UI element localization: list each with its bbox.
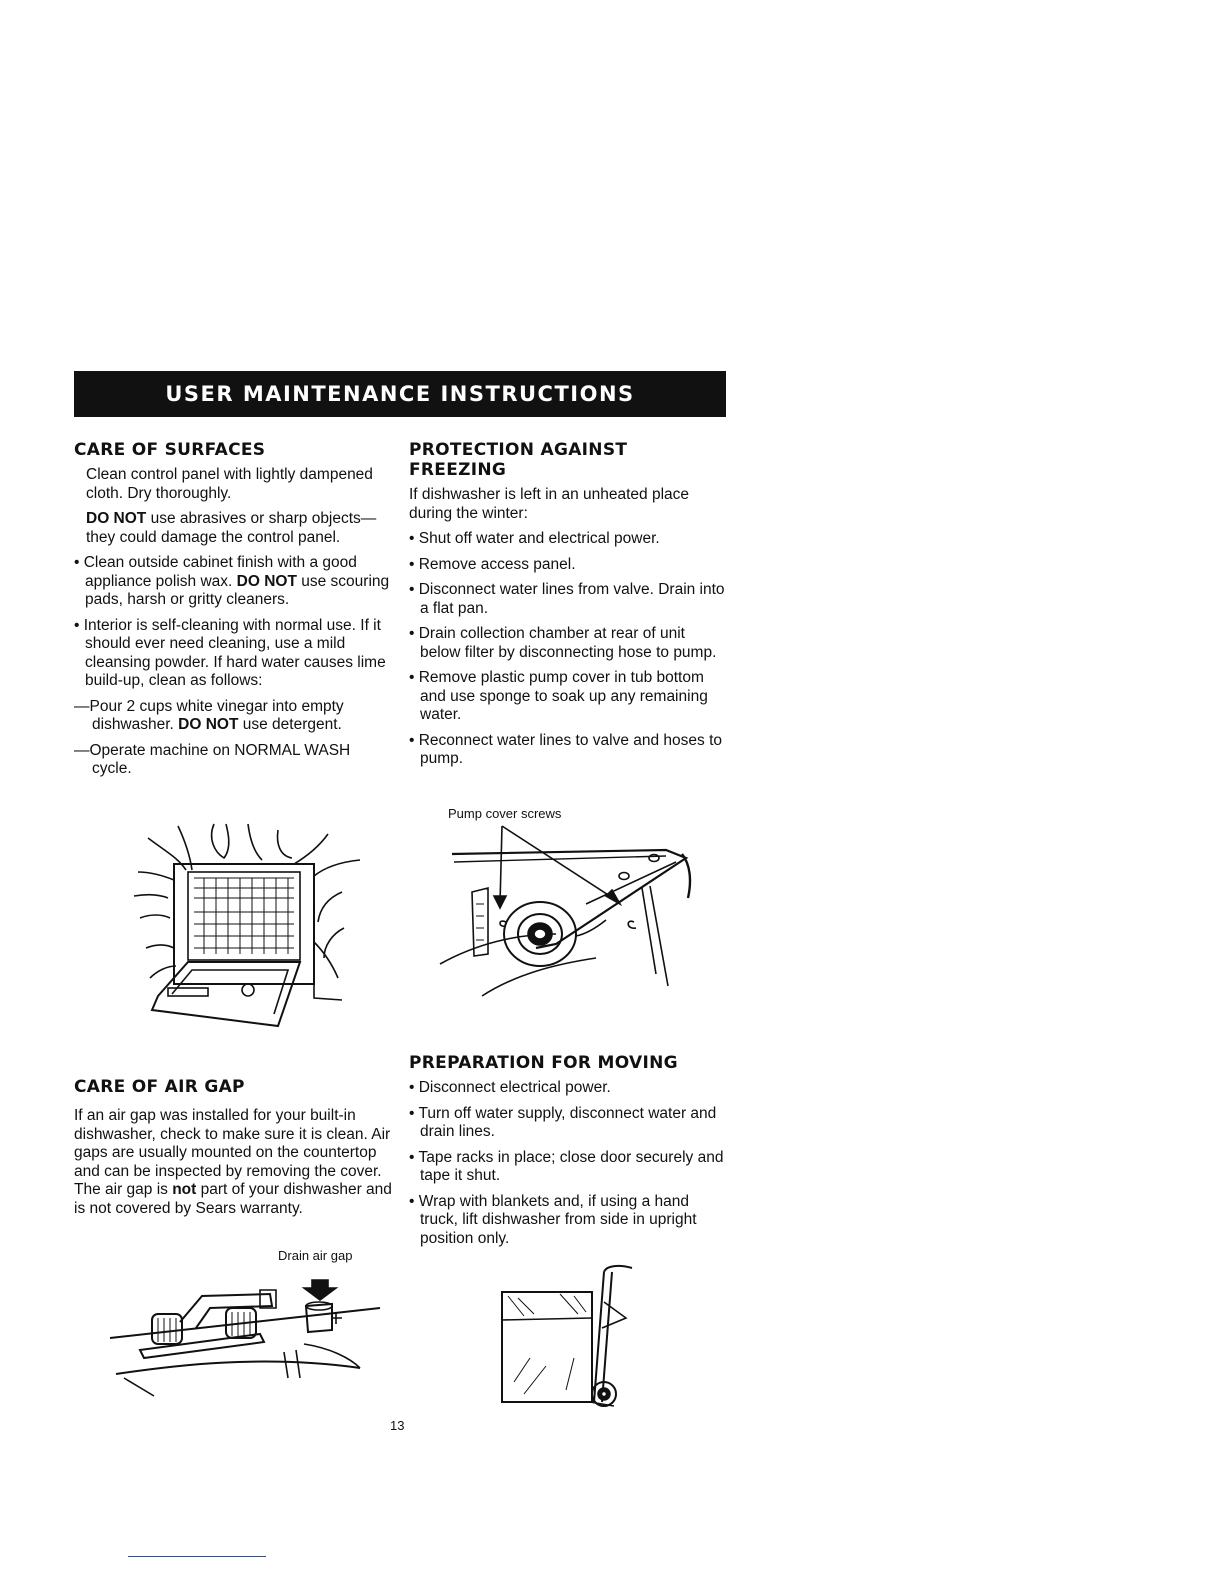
freezing-bullet-6: • Reconnect water lines to valve and hoses to pump.: [409, 731, 723, 767]
bullet-1-emphasis: DO NOT: [236, 572, 297, 590]
do-not-emphasis: DO NOT: [86, 510, 147, 527]
drain-air-gap-caption: Drain air gap: [278, 1248, 353, 1263]
care-surfaces-bullet-1: • Clean outside cabinet finish with a good appliance polish wax. DO NOT use scouring pads, harsh or gritty cleaners.: [74, 554, 390, 608]
care-of-surfaces-section: [74, 440, 394, 786]
section-banner: [74, 371, 726, 417]
freezing-heading: PROTECTION AGAINST FREEZING: [409, 440, 628, 480]
air-gap-text-a: If an air gap was installed for your built-in dishwasher, check to make sure it is clean. Air gaps are usually mounted on the countertop and can be inspected by removing the cover. The air gap is: [74, 1107, 391, 1198]
freezing-bullet-5-text: Remove plastic pump cover in tub bottom and use sponge to soak up any remaining water.: [418, 669, 708, 723]
moving-bullet-2: • Turn off water supply, disconnect water and drain lines.: [409, 1104, 717, 1140]
freezing-bullet-3: • Disconnect water lines from valve. Drain into a flat pan.: [409, 581, 725, 617]
care-surfaces-paragraph-1: Clean control panel with lightly dampened cloth. Dry thoroughly.: [86, 466, 373, 502]
air-gap-emphasis: not: [172, 1181, 197, 1198]
air-gap-paragraph: [74, 1107, 396, 1218]
moving-bullet-3: • Tape racks in place; close door securely and tape it shut.: [409, 1148, 724, 1184]
dash-1-text-b: use detergent.: [238, 716, 342, 733]
bullet-2-text: Interior is self-cleaning with normal use. If it should ever need cleaning, use a mild cleansing powder. If hard water causes lime build-up, clean as follows:: [83, 616, 386, 689]
freezing-bullet-4: • Drain collection chamber at rear of unit below filter by disconnecting hose to pump.: [409, 625, 717, 661]
freezing-bullet-6-text: Reconnect water lines to valve and hoses to pump.: [418, 731, 723, 767]
freezing-bullet-4-text: Drain collection chamber at rear of unit below filter by disconnecting hose to pump.: [418, 625, 717, 661]
dishwasher-illustration: [128, 818, 368, 1028]
moving-bullet-3-text: Tape racks in place; close door securely and tape it shut.: [418, 1148, 724, 1184]
care-surfaces-paragraph-2: [74, 510, 394, 547]
bullet-1-text-a: Clean outside cabinet finish with a good appliance polish wax.: [83, 554, 357, 590]
care-surfaces-paragraph-2-text: use abrasives or sharp objects—they could damage the control panel.: [86, 510, 377, 546]
moving-bullet-1: • Disconnect electrical power.: [409, 1079, 611, 1096]
freezing-intro: If dishwasher is left in an unheated place during the winter:: [409, 486, 690, 522]
protection-against-freezing-section: [409, 440, 729, 776]
moving-heading: PREPARATION FOR MOVING: [409, 1053, 678, 1073]
hand-truck-illustration: [494, 1262, 644, 1412]
pump-cover-illustration: [436, 824, 706, 1008]
care-surfaces-dash-2: —Operate machine on NORMAL WASH cycle.: [74, 741, 351, 777]
footer-divider: [128, 1556, 266, 1557]
preparation-for-moving-section: [409, 1053, 729, 1255]
dash-1-text-a: —Pour 2 cups white vinegar into empty dishwasher.: [74, 697, 344, 733]
moving-bullet-1-text: Disconnect electrical power.: [418, 1079, 611, 1096]
freezing-bullet-1-text: Shut off water and electrical power.: [418, 530, 660, 547]
care-of-air-gap-section: [74, 1077, 396, 1225]
freezing-bullet-2: • Remove access panel.: [409, 555, 576, 573]
care-surfaces-heading: CARE OF SURFACES: [74, 440, 266, 460]
moving-bullet-4-text: Wrap with blankets and, if using a hand truck, lift dishwasher from side in upright position only.: [418, 1192, 697, 1247]
freezing-bullet-1: • Shut off water and electrical power.: [409, 530, 660, 547]
freezing-bullet-2-text: Remove access panel.: [418, 555, 576, 573]
page-number: 13: [390, 1418, 405, 1433]
moving-bullet-4: • Wrap with blankets and, if using a hand truck, lift dishwasher from side in upright position only.: [409, 1192, 697, 1247]
air-gap-heading: CARE OF AIR GAP: [74, 1077, 245, 1097]
moving-bullet-2-text: Turn off water supply, disconnect water and drain lines.: [418, 1104, 717, 1140]
care-surfaces-dash-1: [74, 698, 394, 735]
banner-title: USER MAINTENANCE INSTRUCTIONS: [165, 382, 635, 406]
bullet-1-text-b: use scouring pads, harsh or gritty cleaners.: [85, 572, 390, 608]
air-gap-text-b: part of your dishwasher and is not covered by Sears warranty.: [74, 1181, 392, 1217]
faucet-air-gap-illustration: [110, 1278, 386, 1406]
freezing-bullet-5: • Remove plastic pump cover in tub bottom and use sponge to soak up any remaining water.: [409, 669, 708, 723]
pump-cover-screws-caption: Pump cover screws: [448, 806, 562, 821]
dash-1-emphasis: DO NOT: [178, 716, 239, 733]
care-surfaces-bullet-2: • Interior is self-cleaning with normal use. If it should ever need cleaning, use a mild cleansing powder. If hard water causes lime build-up, clean as follows:: [74, 616, 386, 689]
freezing-bullet-3-text: Disconnect water lines from valve. Drain into a flat pan.: [418, 581, 725, 617]
